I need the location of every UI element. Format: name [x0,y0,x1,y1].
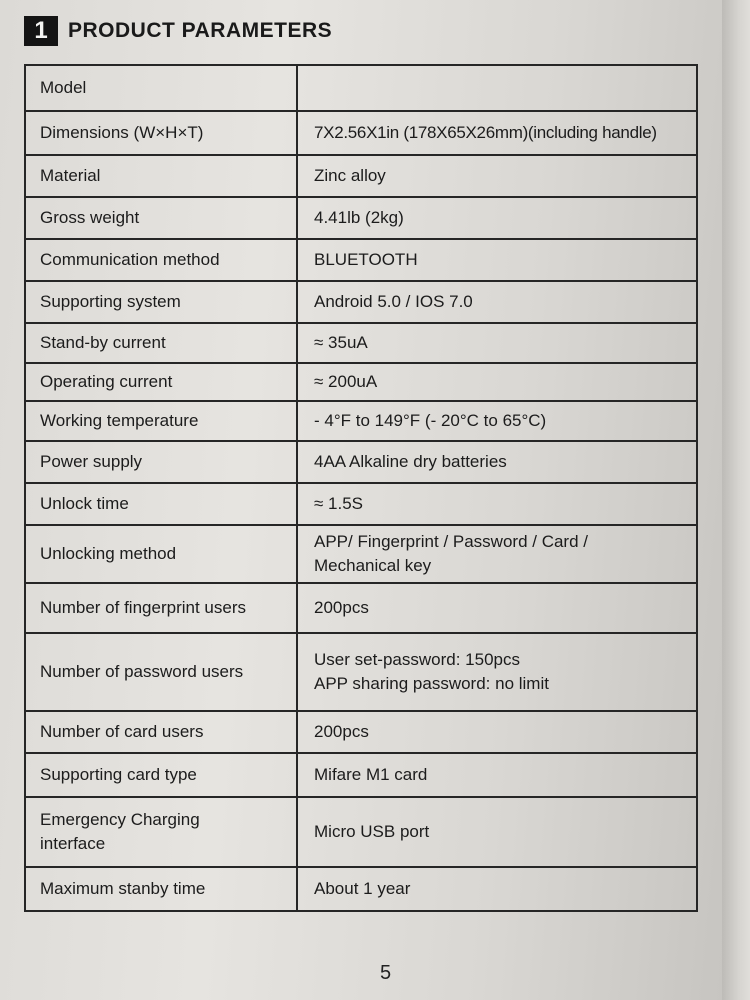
table-row [25,239,697,281]
table-row [25,281,697,323]
param-value: BLUETOOTH [297,239,697,281]
param-label-line: Emergency Charging [40,810,200,829]
table-row [25,483,697,525]
param-label: Working temperature [25,401,297,441]
param-value [297,65,697,111]
param-label: Supporting card type [25,753,297,797]
param-label: Power supply [25,441,297,483]
table-row [25,633,697,711]
param-value: ≈ 35uA [297,323,697,363]
param-label-line: interface [40,834,106,853]
param-label [25,797,297,867]
section-header [24,16,332,46]
parameters-table [24,64,698,912]
param-value [297,525,697,583]
param-label: Stand-by current [25,323,297,363]
param-value: Micro USB port [297,797,697,867]
param-value: 7X2.56X1in (178X65X26mm)(including handle) [297,111,697,155]
page-number: 5 [380,962,392,984]
param-value: ≈ 200uA [297,363,697,401]
param-label: Gross weight [25,197,297,239]
param-label: Number of password users [25,633,297,711]
param-value [297,633,697,711]
param-label: Communication method [25,239,297,281]
param-value: Mifare M1 card [297,753,697,797]
parameters-table-wrapper [24,64,698,912]
param-label: Material [25,155,297,197]
param-label: Model [25,65,297,111]
adjacent-page-edge [722,0,750,1000]
param-label: Number of card users [25,711,297,753]
param-value: 200pcs [297,711,697,753]
param-value: - 4°F to 149°F (- 20°C to 65°C) [297,401,697,441]
param-label: Maximum stanby time [25,867,297,911]
table-row [25,797,697,867]
section-number-badge: 1 [24,16,58,46]
param-value-line: User set-password: 150pcs [314,650,520,669]
table-row [25,65,697,111]
param-label: Unlocking method [25,525,297,583]
param-label: Operating current [25,363,297,401]
param-value: Zinc alloy [297,155,697,197]
table-row [25,401,697,441]
param-value-line: Mechanical key [314,556,432,575]
table-row [25,197,697,239]
param-value-line: APP/ Fingerprint / Password / Card / [314,532,588,551]
table-row [25,753,697,797]
table-row [25,111,697,155]
param-value: Android 5.0 / IOS 7.0 [297,281,697,323]
table-row [25,323,697,363]
param-label: Supporting system [25,281,297,323]
param-label: Number of fingerprint users [25,583,297,633]
param-value: 4.41lb (2kg) [297,197,697,239]
table-row [25,441,697,483]
param-value-line: APP sharing password: no limit [314,674,549,693]
param-value: ≈ 1.5S [297,483,697,525]
param-label: Dimensions (W×H×T) [25,111,297,155]
param-label: Unlock time [25,483,297,525]
section-title: PRODUCT PARAMETERS [68,19,333,42]
table-row [25,711,697,753]
table-row [25,525,697,583]
table-row [25,583,697,633]
param-value: 200pcs [297,583,697,633]
table-row [25,363,697,401]
param-value: About 1 year [297,867,697,911]
table-row [25,155,697,197]
table-row [25,867,697,911]
param-value: 4AA Alkaline dry batteries [297,441,697,483]
